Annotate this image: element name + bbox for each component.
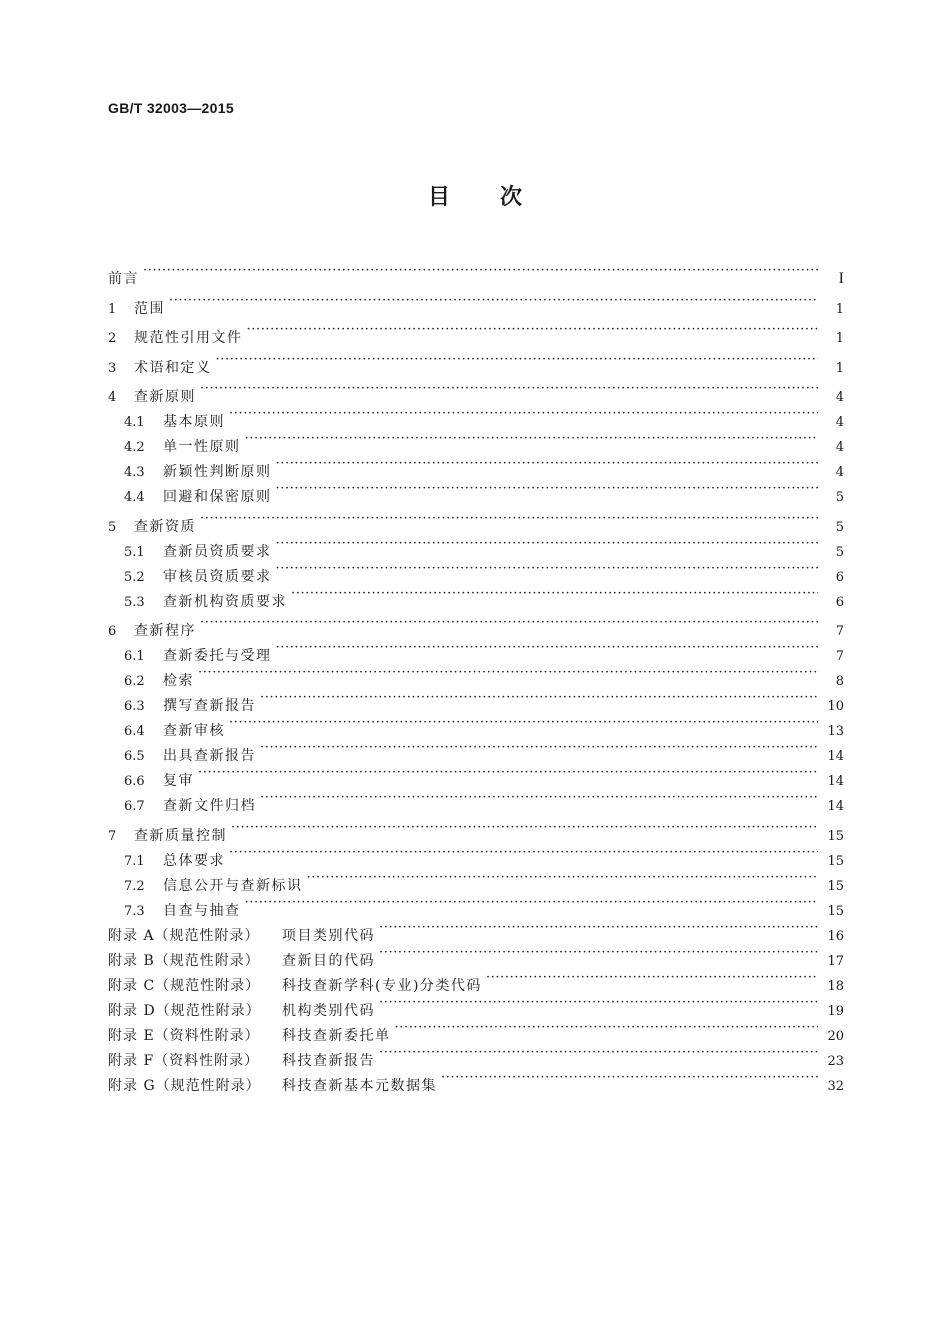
toc-entry[interactable]	[108, 506, 844, 535]
appendix-label: 科技查新报告	[282, 1052, 375, 1069]
dot-leader	[441, 1065, 818, 1090]
toc-entry-label: 总体要求	[163, 852, 225, 869]
dot-leader	[200, 506, 818, 531]
toc-entry-label: 查新原则	[134, 389, 196, 405]
toc-entry[interactable]	[108, 401, 844, 430]
toc-entry-number: 5	[108, 519, 117, 535]
toc-entry-page: 4	[835, 465, 844, 480]
appendix-page: 20	[827, 1028, 844, 1044]
dot-leader	[200, 610, 818, 635]
toc-entry-label: 查新审核	[163, 723, 225, 739]
toc-entry-number: 4.1	[124, 415, 145, 430]
dot-leader	[395, 1015, 819, 1040]
toc-entry[interactable]	[108, 785, 844, 814]
toc-entry-label: 查新员资质要求	[163, 543, 272, 560]
dot-leader	[276, 476, 819, 501]
toc-entry-number: 6.4	[124, 724, 145, 739]
appendix-page: 32	[827, 1078, 844, 1094]
toc-entry-page: 14	[827, 749, 844, 764]
toc-entry-label: 新颖性判断原则	[163, 464, 272, 480]
toc-entry-page: 1	[835, 331, 844, 346]
toc-entry-label: 查新机构资质要求	[163, 593, 287, 610]
dot-leader	[198, 760, 818, 785]
toc-entry-label: 基本原则	[163, 414, 225, 430]
appendix-page: 19	[827, 1003, 844, 1019]
toc-entry-label: 范围	[134, 300, 165, 317]
toc-entry-number: 7.2	[124, 878, 145, 894]
appendix-prefix: 附录 B（规范性附录）	[108, 952, 260, 969]
toc-entry-page: 6	[835, 594, 844, 610]
dot-leader	[379, 1040, 818, 1065]
toc-entry-number: 6	[108, 624, 117, 639]
toc-entry[interactable]	[108, 531, 844, 560]
toc-entry-label: 查新文件归档	[163, 798, 256, 814]
dot-leader	[276, 635, 819, 660]
toc-entry-page: 15	[827, 903, 844, 919]
dot-leader	[276, 451, 819, 476]
dot-leader	[260, 735, 818, 760]
dot-leader	[231, 815, 818, 840]
dot-leader	[200, 376, 818, 401]
toc-entry[interactable]	[108, 376, 844, 405]
toc-entry-label: 复审	[163, 773, 194, 789]
toc-entry-page: 7	[835, 649, 844, 664]
toc-entry-number: 6.1	[124, 649, 145, 664]
toc-entry-number: 1	[108, 301, 117, 317]
dot-leader	[307, 865, 819, 890]
toc-entry-number: 7	[108, 828, 117, 844]
toc-entry-label: 回避和保密原则	[163, 489, 272, 505]
dot-leader	[198, 660, 818, 685]
appendix-label: 科技查新委托单	[282, 1027, 391, 1044]
appendix-prefix: 附录 G（规范性附录）	[108, 1077, 261, 1094]
toc-entry-page: 15	[827, 828, 844, 844]
appendix-page: 18	[827, 978, 844, 994]
dot-leader	[229, 710, 818, 735]
toc-entry-number: 5.1	[124, 544, 145, 560]
toc-entry-label: 查新质量控制	[134, 827, 227, 844]
dot-leader	[216, 347, 819, 372]
toc-entry-number: 6.6	[124, 774, 145, 789]
toc-entry-page: 14	[827, 774, 844, 789]
toc-entry-number: 4.3	[124, 465, 145, 480]
appendix-label: 查新目的代码	[282, 952, 375, 969]
dot-leader	[245, 890, 819, 915]
dot-leader	[379, 990, 818, 1015]
dot-leader	[229, 401, 818, 426]
appendix-label: 科技查新基本元数据集	[282, 1077, 437, 1094]
toc-entry-page: 8	[835, 674, 844, 689]
toc-entry-page: 15	[827, 853, 844, 869]
dot-leader	[247, 317, 819, 342]
appendix-page: 17	[827, 953, 844, 969]
toc-entry-page: 13	[827, 724, 844, 739]
toc-entry-number: 6.3	[124, 699, 145, 714]
toc-entry[interactable]	[108, 347, 844, 376]
dot-leader	[245, 426, 819, 451]
toc-entry-number: 6.2	[124, 674, 145, 689]
table-of-contents	[108, 258, 844, 1094]
toc-entry-number: 4.4	[124, 490, 145, 505]
toc-entry[interactable]	[108, 288, 844, 317]
toc-entry-label: 前言	[108, 271, 139, 287]
toc-entry-label: 自查与抽查	[163, 902, 241, 919]
toc-entry-label: 查新委托与受理	[163, 648, 272, 664]
toc-entry[interactable]	[108, 317, 844, 346]
toc-entry-page: 4	[835, 415, 844, 430]
dot-leader	[260, 685, 818, 710]
toc-entry-page: 15	[827, 878, 844, 894]
toc-entry-label: 单一性原则	[163, 439, 241, 455]
dot-leader	[143, 258, 818, 283]
toc-entry-page: 6	[835, 569, 844, 585]
toc-entry-page: 5	[835, 490, 844, 505]
toc-entry-label: 信息公开与查新标识	[163, 877, 303, 894]
dot-leader	[169, 288, 818, 313]
dot-leader	[276, 556, 819, 581]
appendix-prefix: 附录 C（规范性附录）	[108, 977, 261, 994]
appendix-page: 16	[827, 928, 844, 944]
toc-entry-label: 术语和定义	[134, 359, 212, 376]
toc-entry-number: 5.2	[124, 569, 145, 585]
toc-entry-number: 2	[108, 331, 117, 346]
appendix-prefix: 附录 D（规范性附录）	[108, 1002, 261, 1019]
appendix-prefix: 附录 A（规范性附录）	[108, 927, 260, 944]
appendix-page: 23	[827, 1053, 844, 1069]
toc-entry-page: 10	[827, 699, 844, 714]
toc-entry-page: I	[838, 270, 844, 287]
toc-entry-page: 4	[835, 440, 844, 455]
toc-entry-number: 4.2	[124, 440, 145, 455]
page-title: 目次	[427, 185, 572, 210]
toc-entry-label: 撰写查新报告	[163, 698, 256, 714]
toc-entry-number: 6.7	[124, 799, 145, 814]
toc-entry-page: 1	[835, 301, 844, 317]
dot-leader	[379, 940, 818, 965]
toc-entry-page: 4	[835, 390, 844, 405]
toc-entry-number: 5.3	[124, 594, 145, 610]
appendix-prefix: 附录 E（资料性附录）	[108, 1027, 260, 1044]
toc-entry-number: 3	[108, 360, 117, 376]
toc-entry[interactable]	[108, 660, 844, 689]
dot-leader	[276, 531, 819, 556]
dot-leader	[291, 581, 818, 606]
toc-entry-page: 5	[835, 544, 844, 560]
toc-entry-label: 审核员资质要求	[163, 568, 272, 585]
dot-leader	[486, 965, 818, 990]
toc-entry-number: 7.1	[124, 853, 145, 869]
toc-entry-number: 7.3	[124, 903, 145, 919]
dot-leader	[229, 840, 818, 865]
toc-entry-page: 7	[835, 624, 844, 639]
toc-entry-label: 查新资质	[134, 518, 196, 535]
dot-leader	[379, 915, 818, 940]
toc-entry-label: 出具查新报告	[163, 748, 256, 764]
toc-entry-page: 1	[835, 360, 844, 376]
toc-entry-number: 6.5	[124, 749, 145, 764]
toc-entry-label: 检索	[163, 673, 194, 689]
dot-leader	[260, 785, 818, 810]
toc-entry[interactable]	[108, 685, 844, 714]
standard-code: GB/T 32003—2015	[108, 100, 234, 116]
toc-entry-page: 14	[827, 799, 844, 814]
toc-entry[interactable]	[108, 610, 844, 639]
toc-entry[interactable]	[108, 635, 844, 664]
toc-entry-label: 规范性引用文件	[134, 330, 243, 346]
toc-entry-number: 4	[108, 390, 117, 405]
appendix-label: 机构类别代码	[282, 1002, 375, 1019]
toc-entry[interactable]	[108, 258, 844, 287]
appendix-label: 项目类别代码	[282, 927, 375, 944]
toc-entry-label: 查新程序	[134, 623, 196, 639]
appendix-label: 科技查新学科(专业)分类代码	[282, 977, 482, 994]
toc-entry[interactable]	[108, 760, 844, 789]
toc-entry-page: 5	[835, 519, 844, 535]
appendix-prefix: 附录 F（资料性附录）	[108, 1052, 260, 1069]
